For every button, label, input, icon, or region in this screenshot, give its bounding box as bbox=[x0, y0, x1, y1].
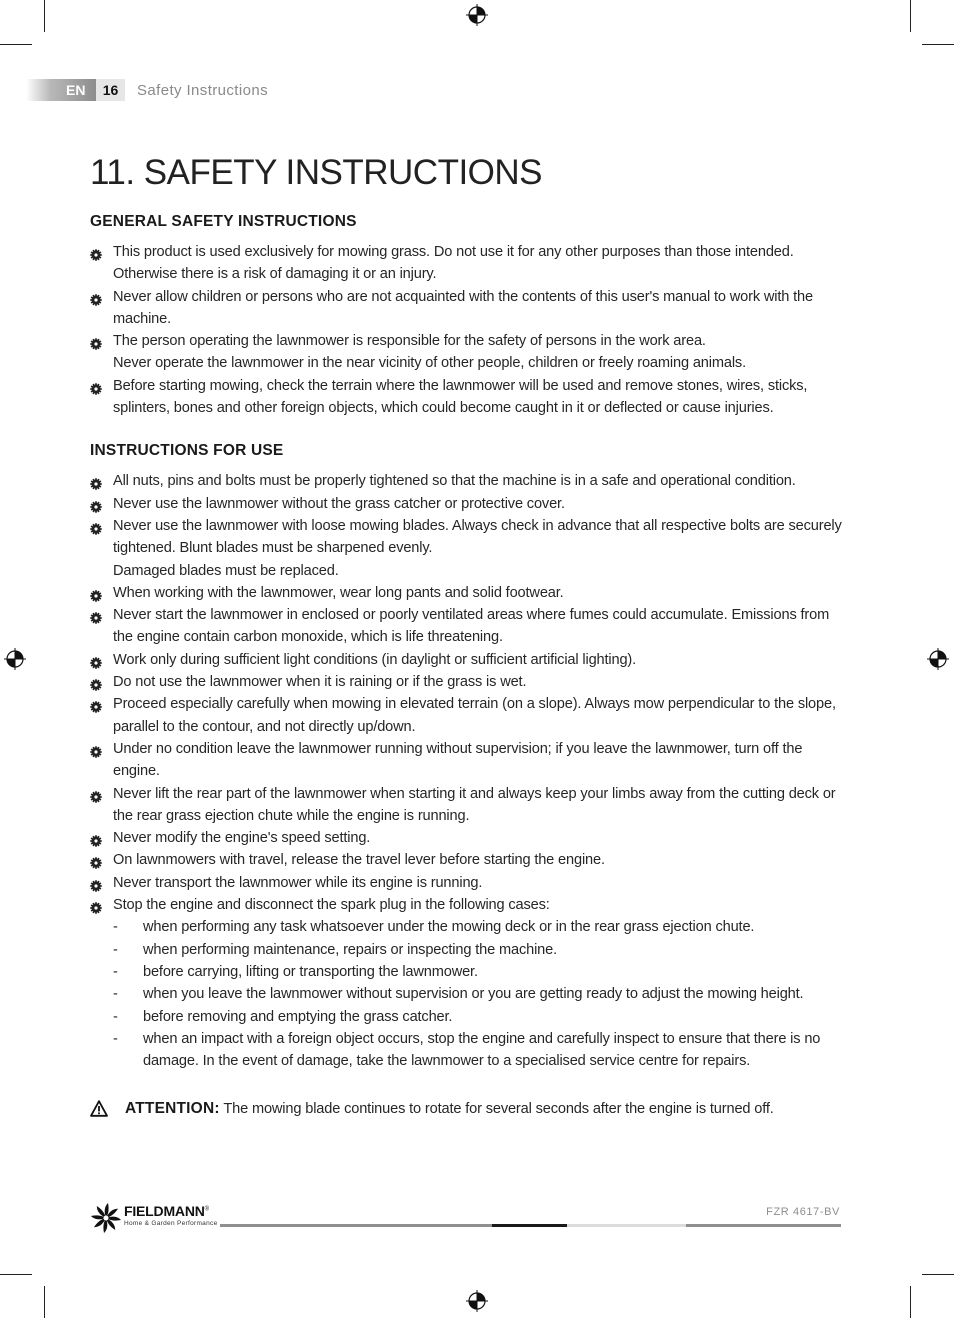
brand-registered-mark: ® bbox=[204, 1206, 209, 1213]
list-item-text: Proceed especially carefully when mowing in elevated terrain (on a slope). Always mow perpendicular to the slope, parallel to the contour, and not directly up/down. bbox=[113, 696, 836, 735]
language-tab bbox=[26, 79, 96, 101]
list-item-text: Do not use the lawnmower when it is raining or if the grass is wet. bbox=[113, 674, 527, 691]
crop-mark bbox=[922, 1274, 954, 1275]
language-code: EN bbox=[66, 82, 86, 98]
list-item-text: Never start the lawnmower in enclosed or poorly ventilated areas where fumes could accumulate. Emissions from the engine contain carbon monoxide, which is life threatening. bbox=[113, 607, 830, 646]
attention-text: The mowing blade continues to rotate for several seconds after the engine is turned off. bbox=[219, 1101, 774, 1118]
gear-bullet-icon bbox=[90, 520, 102, 532]
crop-mark bbox=[44, 0, 45, 32]
list-item bbox=[113, 983, 842, 1005]
brand-tagline: Home & Garden Performance bbox=[124, 1220, 218, 1227]
gear-bullet-icon bbox=[90, 609, 102, 621]
gear-bullet-icon bbox=[90, 877, 102, 889]
list-item-text: when performing maintenance, repairs or inspecting the machine. bbox=[143, 941, 557, 958]
gear-bullet-icon bbox=[90, 698, 102, 710]
list-item-text: The person operating the lawnmower is responsible for the safety of persons in the work area. bbox=[113, 333, 706, 350]
page-title: 11. SAFETY INSTRUCTIONS bbox=[90, 153, 543, 192]
list-item bbox=[90, 872, 842, 894]
dash-marker: - bbox=[113, 1008, 118, 1025]
list-item-text: Never use the lawnmower without the grass catcher or protective cover. bbox=[113, 495, 565, 512]
list-item-text: when an impact with a foreign object occurs, stop the engine and carefully inspect to ensure that there is no damage. In the event of damage, take the lawnmower to a specialised service centre for repairs. bbox=[143, 1030, 821, 1070]
list-item bbox=[90, 330, 842, 375]
list-item-text: All nuts, pins and bolts must be properly tightened so that the machine is in a safe and operational condition. bbox=[113, 473, 796, 490]
list-item-text: when performing any task whatsoever under the mowing deck or in the rear grass ejection chute. bbox=[143, 919, 755, 936]
warning-triangle-icon bbox=[90, 1100, 108, 1117]
gear-bullet-icon bbox=[90, 676, 102, 688]
registration-mark-icon bbox=[4, 648, 26, 670]
dash-marker: - bbox=[113, 941, 118, 958]
gear-bullet-icon bbox=[90, 832, 102, 844]
footer-rule bbox=[492, 1224, 567, 1227]
gear-bullet-icon bbox=[90, 899, 102, 911]
list-item bbox=[90, 894, 842, 1072]
stop-cases-list bbox=[113, 916, 842, 1072]
list-item-text: Damaged blades must be replaced. bbox=[113, 562, 339, 579]
list-item bbox=[113, 939, 842, 961]
gear-bullet-icon bbox=[90, 291, 102, 303]
brand-logo bbox=[90, 1202, 220, 1234]
list-item bbox=[90, 493, 842, 515]
list-item bbox=[90, 515, 842, 582]
brand-name: FIELDMANN bbox=[124, 1203, 205, 1219]
list-item bbox=[90, 783, 842, 828]
crop-mark bbox=[44, 1286, 45, 1318]
gear-bullet-icon bbox=[90, 743, 102, 755]
list-item-text: Never transport the lawnmower while its engine is running. bbox=[113, 874, 483, 891]
footer-rule bbox=[567, 1224, 686, 1227]
list-item-text: Stop the engine and disconnect the spark plug in the following cases: bbox=[113, 897, 550, 914]
crop-mark bbox=[0, 44, 32, 45]
registration-mark-icon bbox=[466, 4, 488, 26]
list-item-text: When working with the lawnmower, wear long pants and solid footwear. bbox=[113, 584, 564, 601]
crop-mark bbox=[922, 44, 954, 45]
list-item bbox=[90, 827, 842, 849]
list-item-text: Never operate the lawnmower in the near vicinity of other people, children or freely roaming animals. bbox=[113, 355, 746, 372]
attention-label: ATTENTION: bbox=[125, 1100, 220, 1118]
dash-marker: - bbox=[113, 986, 118, 1003]
list-item bbox=[90, 375, 842, 420]
instructions-for-use-heading: INSTRUCTIONS FOR USE bbox=[90, 442, 284, 460]
registration-mark-icon bbox=[927, 648, 949, 670]
general-safety-list bbox=[90, 241, 842, 419]
crop-mark bbox=[0, 1274, 32, 1275]
list-item-text: Work only during sufficient light conditions (in daylight or sufficient artificial lighting). bbox=[113, 651, 637, 668]
list-item-text: Never use the lawnmower with loose mowing blades. Always check in advance that all respective bolts are securely tightened. Blunt blades must be sharpened evenly. bbox=[113, 517, 842, 557]
list-item bbox=[90, 649, 842, 671]
list-item-text: Never lift the rear part of the lawnmower when starting it and always keep your limbs away from the cutting deck or the rear grass ejection chute while the engine is running. bbox=[113, 785, 836, 824]
page-number: 16 bbox=[96, 79, 125, 101]
list-item-text: Before starting mowing, check the terrain where the lawnmower will be used and remove stones, wires, sticks, splinters, bones and other foreign objects, which could become caught in it or deflected or cause injuries. bbox=[113, 377, 808, 417]
gear-bullet-icon bbox=[90, 788, 102, 800]
list-item bbox=[90, 849, 842, 871]
list-item-text: Never modify the engine's speed setting. bbox=[113, 830, 371, 847]
list-item bbox=[90, 604, 842, 649]
dash-marker: - bbox=[113, 919, 118, 936]
gear-bullet-icon bbox=[90, 380, 102, 392]
list-item bbox=[90, 470, 842, 492]
model-number: FZR 4617-BV bbox=[766, 1206, 840, 1218]
fieldmann-fan-logo-icon bbox=[90, 1202, 122, 1234]
gear-bullet-icon bbox=[90, 654, 102, 666]
gear-bullet-icon bbox=[90, 498, 102, 510]
attention-note bbox=[90, 1098, 842, 1120]
list-item bbox=[113, 1028, 842, 1073]
general-safety-heading: GENERAL SAFETY INSTRUCTIONS bbox=[90, 213, 357, 230]
list-item-text: before removing and emptying the grass catcher. bbox=[143, 1008, 453, 1025]
list-item bbox=[90, 693, 842, 738]
list-item bbox=[113, 1006, 842, 1028]
dash-marker: - bbox=[113, 1030, 118, 1047]
list-item bbox=[90, 241, 842, 286]
list-item-text: when you leave the lawnmower without supervision or you are getting ready to adjust the mowing height. bbox=[143, 986, 804, 1003]
list-item bbox=[113, 961, 842, 983]
gear-bullet-icon bbox=[90, 475, 102, 487]
list-item-text: before carrying, lifting or transporting the lawnmower. bbox=[143, 963, 478, 980]
list-item-text: On lawnmowers with travel, release the travel lever before starting the engine. bbox=[113, 852, 605, 869]
list-item bbox=[90, 671, 842, 693]
list-item-text: Never allow children or persons who are not acquainted with the contents of this user's manual to work with the machine. bbox=[113, 288, 813, 327]
list-item bbox=[90, 286, 842, 331]
gear-bullet-icon bbox=[90, 246, 102, 258]
list-item bbox=[90, 738, 842, 783]
registration-mark-icon bbox=[466, 1290, 488, 1312]
crop-mark bbox=[910, 1286, 911, 1318]
dash-marker: - bbox=[113, 963, 118, 980]
gear-bullet-icon bbox=[90, 854, 102, 866]
crop-mark bbox=[910, 0, 911, 32]
list-item-text: This product is used exclusively for mowing grass. Do not use it for any other purposes than those intended. Otherwise there is a risk of damaging it or an injury. bbox=[113, 244, 794, 283]
footer-rule bbox=[220, 1224, 492, 1227]
list-item-text: Under no condition leave the lawnmower running without supervision; if you leave the lawnmower, turn off the engine. bbox=[113, 740, 803, 780]
instructions-for-use-list bbox=[90, 470, 842, 1072]
content bbox=[90, 150, 842, 1120]
list-item bbox=[90, 582, 842, 604]
list-item bbox=[113, 916, 842, 938]
footer-rule bbox=[686, 1224, 841, 1227]
running-header: Safety Instructions bbox=[137, 82, 268, 99]
gear-bullet-icon bbox=[90, 587, 102, 599]
gear-bullet-icon bbox=[90, 335, 102, 347]
